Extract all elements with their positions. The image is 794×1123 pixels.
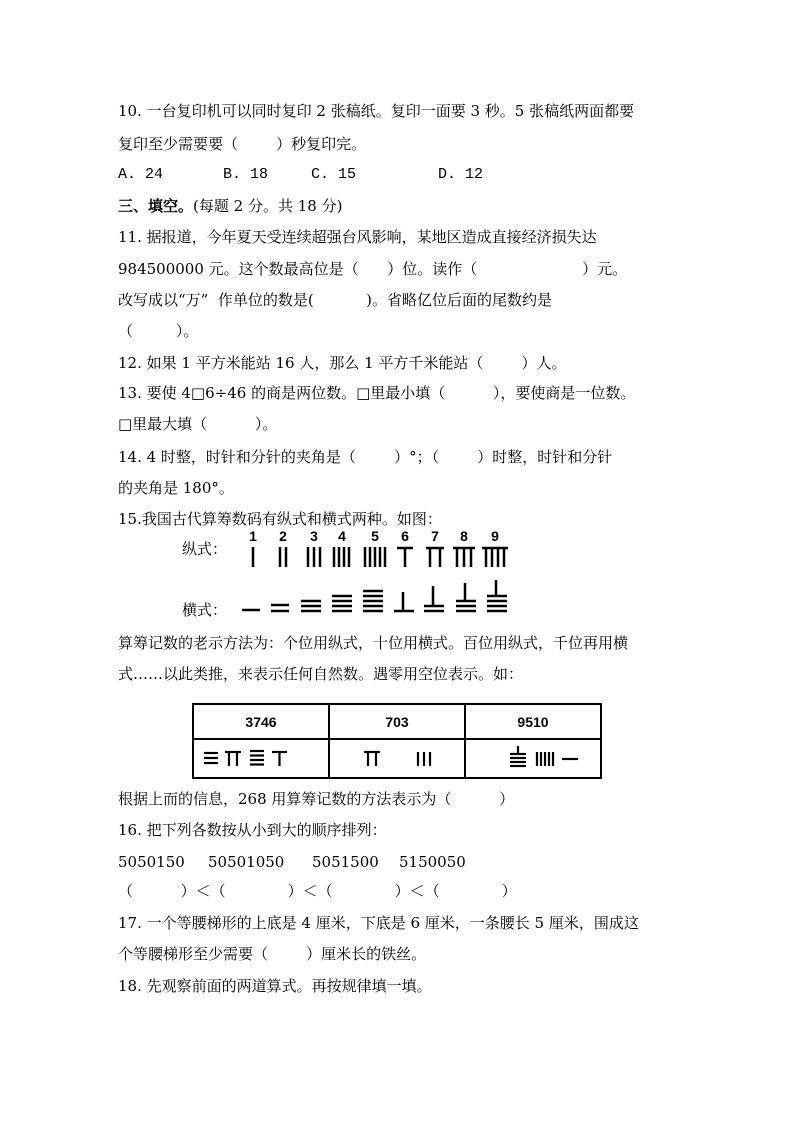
horizontal-rods-figure xyxy=(238,578,513,618)
q11-line3: 改写成以“万” 作单位的数是( )。省略亿位后面的尾数约是 xyxy=(118,291,553,309)
vertical-rods-figure xyxy=(238,527,508,571)
vertical-rods-label: 纵式： xyxy=(182,540,228,558)
q18-line1: 18. 先观察前面的两道算式。再按规律填一填。 xyxy=(118,977,432,995)
q11-line1: 11. 据报道，今年夏天受连续超强台风影响，某地区造成直接经济损失达 xyxy=(118,228,597,246)
section3-note: (每题 2 分。共 18 分) xyxy=(193,197,343,215)
rod-digit-7: 7 xyxy=(431,528,439,544)
example-number-3: 9510 xyxy=(465,704,601,739)
rod-digit-1: 1 xyxy=(249,528,257,544)
q17-line1: 17. 一个等腰梯形的上底是 4 厘米，下底是 6 厘米，一条腰长 5 厘米，围成这 xyxy=(118,914,639,932)
q16-line1: 16. 把下列各数按从小到大的顺序排列： xyxy=(118,821,387,839)
rod-digit-5: 5 xyxy=(371,528,379,544)
q16-number-3: 5051500 xyxy=(312,853,379,871)
example-number-1: 3746 xyxy=(193,704,329,739)
horizontal-rods-label: 横式： xyxy=(182,601,228,619)
q10-option-c: C. 15 xyxy=(311,166,357,183)
q10-line1: 10. 一台复印机可以同时复印 2 张稿纸。复印一面要 3 秒。5 张稿纸两面都要 xyxy=(118,102,635,120)
rod-example-table xyxy=(192,703,602,779)
rod-digit-2: 2 xyxy=(279,528,287,544)
q10-options xyxy=(118,165,484,185)
rods-703-figure xyxy=(330,740,464,777)
q11-line2: 984500000 元。这个数最高位是（ ）位。读作（ ）元。 xyxy=(118,260,628,278)
rod-digit-3: 3 xyxy=(310,528,318,544)
q17-line2: 个等腰梯形至少需要（ ）厘米长的铁丝。 xyxy=(118,945,427,963)
q10-option-d: D. 12 xyxy=(438,166,484,183)
q10-option-a: A. 24 xyxy=(118,166,164,183)
q12-line1: 12. 如果 1 平方米能站 16 人，那么 1 平方千米能站（ ）人。 xyxy=(118,354,567,372)
rod-example-rods-row xyxy=(193,739,601,778)
section3-header xyxy=(118,196,342,216)
q15-line2: 算筹记数的老示方法为：个位用纵式，十位用横式。百位用纵式，千位再用横 xyxy=(118,634,629,652)
example-rods-9510 xyxy=(465,739,601,778)
q15-line3: 式……以此类推，来表示任何自然数。遇零用空位表示。如： xyxy=(118,665,524,683)
q10-option-b: B. 18 xyxy=(223,166,269,183)
rod-digit-9: 9 xyxy=(491,528,499,544)
rod-digit-4: 4 xyxy=(338,528,346,544)
q16-number-4: 5150050 xyxy=(399,853,466,871)
rod-example-header-row xyxy=(193,704,601,739)
example-rods-703 xyxy=(329,739,465,778)
q16-number-1: 5050150 xyxy=(118,853,185,871)
q16-numbers xyxy=(118,852,466,872)
q15-line1: 15.我国古代算筹数码有纵式和横式两种。如图： xyxy=(118,510,442,528)
section3-title: 三、填空。 xyxy=(118,197,194,215)
rod-digit-8: 8 xyxy=(460,528,468,544)
q14-line2: 的夹角是 180°。 xyxy=(118,479,234,497)
q16-line3: （ ）＜（ ）＜（ ）＜（ ） xyxy=(118,882,517,900)
q13-line1: 13. 要使 4□6÷46 的商是两位数。□里最小填（ ），要使商是一位数。 xyxy=(118,384,636,402)
q11-line4: （ ）。 xyxy=(118,322,199,340)
q13-line2: □里最大填（ ）。 xyxy=(118,415,278,433)
example-number-2: 703 xyxy=(329,704,465,739)
q16-number-2: 50501050 xyxy=(208,853,285,871)
q15-line4: 根据上而的信息，268 用算筹记数的方法表示为（ ） xyxy=(118,790,515,808)
q14-line1: 14. 4 时整，时针和分针的夹角是（ ）°；（ ）时整，时针和分针 xyxy=(118,448,613,466)
q10-line2: 复印至少需要要（ ）秒复印完。 xyxy=(118,135,367,153)
example-rods-3746 xyxy=(193,739,329,778)
rod-digit-6: 6 xyxy=(401,528,409,544)
rods-3746-figure xyxy=(194,740,328,777)
rods-9510-figure xyxy=(466,740,600,777)
